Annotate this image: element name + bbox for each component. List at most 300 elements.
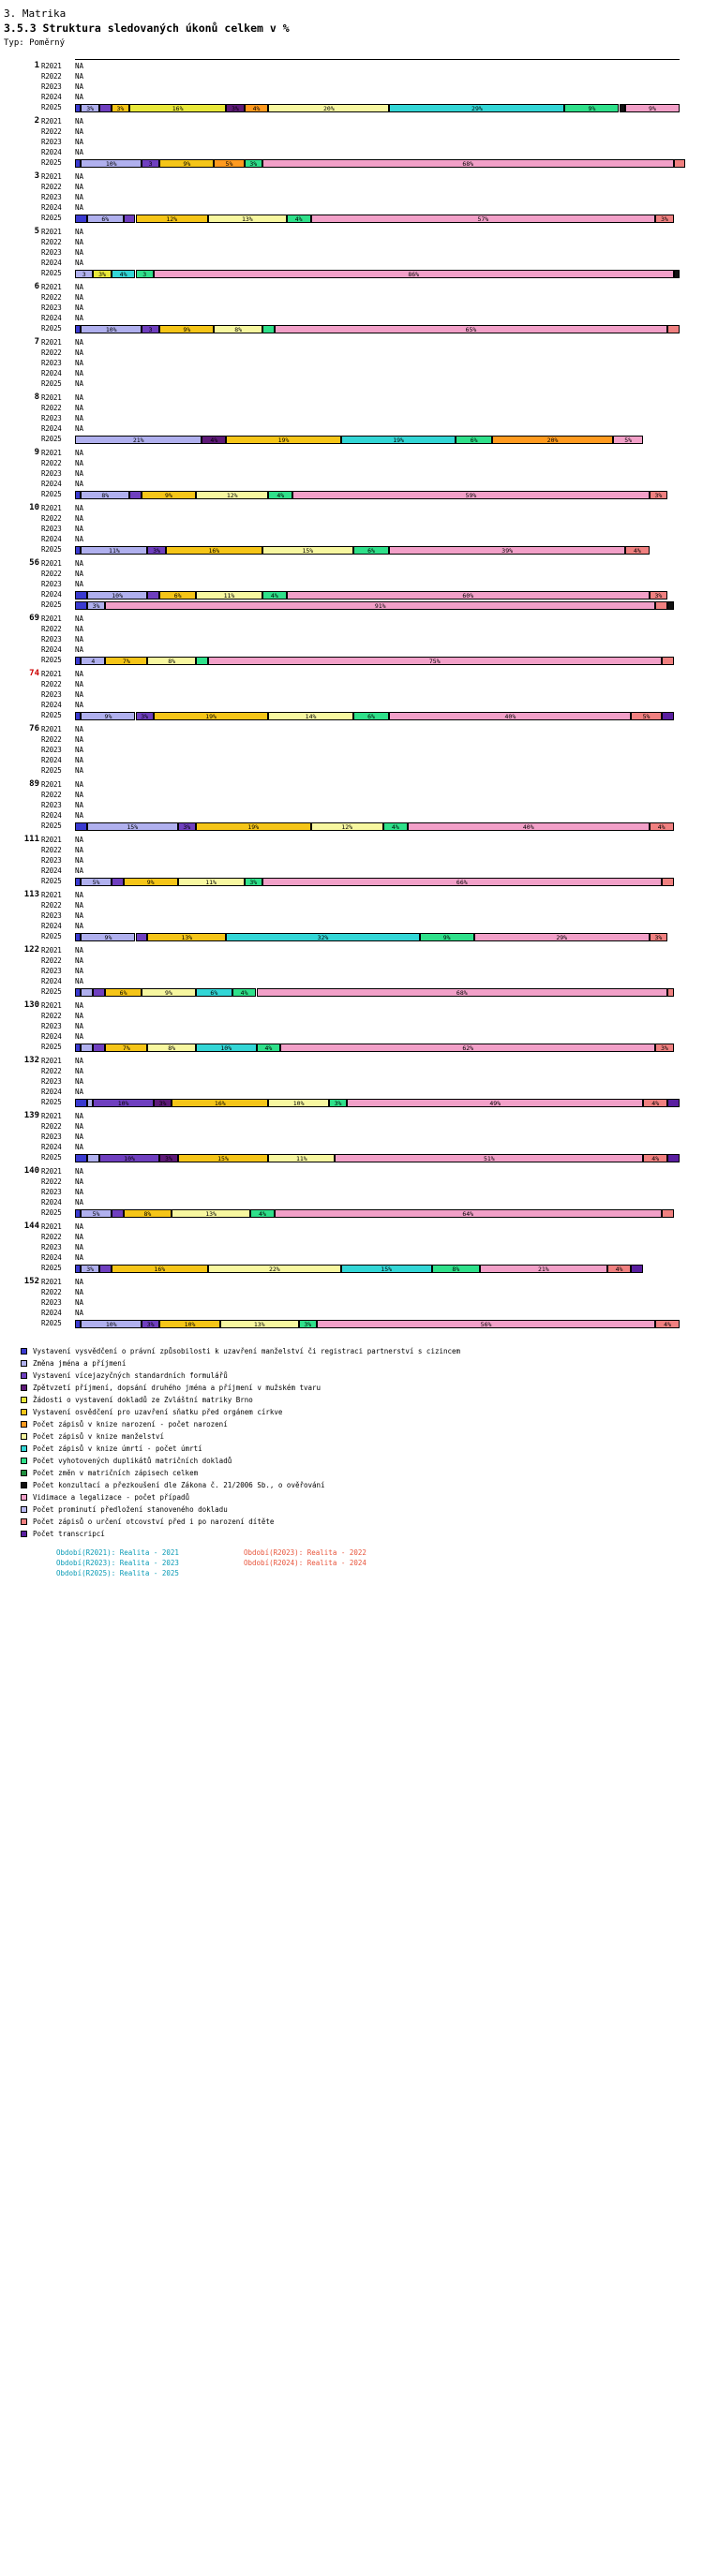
legend-label: Vystavení vícejazyčných standardních formulářů <box>33 1371 228 1380</box>
bar-segment[interactable] <box>643 1154 667 1162</box>
bar-segment[interactable] <box>287 215 311 223</box>
stacked-bar[interactable] <box>75 712 680 720</box>
bar-segment[interactable] <box>147 546 165 555</box>
bar-segment-label: 5% <box>642 713 651 721</box>
bar-segment[interactable] <box>178 822 196 831</box>
bar-segment-label: 56% <box>480 1321 492 1329</box>
bar-segment[interactable] <box>75 270 93 278</box>
chart-row <box>0 348 703 359</box>
stacked-bar[interactable] <box>75 1320 680 1328</box>
bar-segment[interactable] <box>129 104 226 112</box>
bar-segment-label: 3% <box>232 105 239 113</box>
bar-segment[interactable] <box>262 591 287 600</box>
bar-segment-label: 21% <box>132 437 144 445</box>
bar-segment[interactable] <box>112 878 124 886</box>
stacked-bar[interactable] <box>75 1044 680 1052</box>
row-na-value: NA <box>75 1056 84 1065</box>
bar-segment[interactable] <box>87 822 178 831</box>
row-year-label: R2023 <box>41 855 62 865</box>
bar-segment[interactable] <box>232 988 257 997</box>
stacked-bar[interactable] <box>75 1154 680 1162</box>
bar-segment[interactable] <box>208 657 662 665</box>
bar-segment[interactable] <box>75 591 87 600</box>
row-na-value: NA <box>75 624 84 633</box>
stacked-bar[interactable] <box>75 491 680 499</box>
bar-segment[interactable] <box>317 1320 655 1328</box>
chart-row <box>0 393 703 404</box>
bar-segment[interactable] <box>87 601 105 610</box>
row-na-value: NA <box>75 303 84 312</box>
row-year-label: R2022 <box>41 1011 62 1020</box>
bar-segment[interactable] <box>154 1099 172 1107</box>
stacked-bar[interactable] <box>75 104 680 112</box>
stacked-bar[interactable] <box>75 988 680 997</box>
bar-segment[interactable] <box>208 1265 341 1273</box>
bar-segment-label: 11% <box>109 547 120 555</box>
page-title: 3.5.3 Struktura sledovaných úkonů celkem v % <box>4 21 290 35</box>
chart-row <box>0 690 703 701</box>
bar-segment[interactable] <box>196 988 232 997</box>
bar-segment[interactable] <box>87 1154 99 1162</box>
chart-row <box>0 822 703 832</box>
bar-segment[interactable] <box>75 1099 87 1107</box>
bar-segment[interactable] <box>154 270 674 278</box>
bar-segment[interactable] <box>631 712 661 720</box>
bar-segment[interactable] <box>93 1099 154 1107</box>
legend-swatch-icon <box>21 1348 27 1355</box>
bar-segment[interactable] <box>75 1154 87 1162</box>
bar-segment[interactable] <box>245 878 262 886</box>
row-na-value: NA <box>75 182 84 191</box>
bar-segment[interactable] <box>87 591 148 600</box>
bar-segment-label: 5% <box>225 160 233 169</box>
row-year-label: R2024 <box>41 93 62 102</box>
bar-segment[interactable] <box>81 988 93 997</box>
bar-segment[interactable] <box>159 1154 177 1162</box>
bar-segment[interactable] <box>432 1265 481 1273</box>
bar-segment[interactable] <box>299 1320 317 1328</box>
bar-segment[interactable] <box>99 1154 160 1162</box>
bar-segment[interactable] <box>81 933 135 941</box>
chart-row <box>0 158 703 169</box>
row-na-value: NA <box>75 1287 84 1296</box>
legend-item <box>21 1517 696 1529</box>
bar-segment[interactable] <box>480 1265 606 1273</box>
bar-segment[interactable] <box>280 1044 655 1052</box>
group-label-8: 8 <box>34 392 39 402</box>
bar-segment[interactable] <box>99 104 112 112</box>
bar-segment[interactable] <box>81 546 147 555</box>
bar-segment[interactable] <box>389 104 564 112</box>
bar-segment[interactable] <box>341 436 456 444</box>
bar-segment[interactable] <box>662 878 674 886</box>
row-na-value: NA <box>75 1277 84 1286</box>
legend-label: Vystavení osvědčení pro uzavření sňatku před orgánem církve <box>33 1408 283 1416</box>
row-year-label: R2021 <box>41 282 62 291</box>
chart-row <box>0 956 703 967</box>
stacked-bar[interactable] <box>75 215 680 223</box>
row-year-label: R2022 <box>41 1121 62 1131</box>
bar-segment[interactable] <box>220 1320 299 1328</box>
bar-segment[interactable] <box>196 657 208 665</box>
bar-segment[interactable] <box>129 491 142 499</box>
bar-segment[interactable] <box>99 1265 112 1273</box>
row-year-label: R2025 <box>41 379 62 389</box>
bar-segment[interactable] <box>142 491 196 499</box>
legend-label: Vidimace a legalizace - počet případů <box>33 1493 190 1502</box>
row-na-value: NA <box>75 81 84 91</box>
bar-segment[interactable] <box>93 270 111 278</box>
bar-segment[interactable] <box>650 491 667 499</box>
bar-segment[interactable] <box>329 1099 347 1107</box>
bar-segment[interactable] <box>81 657 105 665</box>
bar-segment-label: 13% <box>205 1210 217 1219</box>
group-label-152: 152 <box>23 1276 39 1286</box>
bar-segment[interactable] <box>643 1099 667 1107</box>
bar-segment[interactable] <box>172 1099 268 1107</box>
row-year-label: R2023 <box>41 192 62 201</box>
bar-segment[interactable] <box>226 933 419 941</box>
row-year-label: R2022 <box>41 955 62 965</box>
stacked-bar[interactable] <box>75 878 680 886</box>
bar-segment[interactable] <box>650 822 674 831</box>
bar-segment[interactable] <box>245 104 269 112</box>
bar-segment[interactable] <box>136 933 148 941</box>
stacked-bar[interactable] <box>75 1099 680 1107</box>
bar-segment[interactable] <box>75 822 87 831</box>
bar-segment[interactable] <box>564 104 619 112</box>
bar-segment[interactable] <box>275 1209 662 1218</box>
bar-segment-label: 3% <box>249 160 258 169</box>
bar-segment[interactable] <box>136 270 154 278</box>
bar-segment[interactable] <box>408 822 650 831</box>
bar-segment[interactable] <box>268 104 389 112</box>
bar-segment[interactable] <box>142 325 159 333</box>
bar-segment[interactable] <box>655 215 673 223</box>
bar-segment[interactable] <box>674 159 686 168</box>
stacked-bar[interactable] <box>75 325 680 333</box>
bar-segment[interactable] <box>147 933 226 941</box>
row-year-label: R2022 <box>41 348 62 357</box>
chart-row <box>0 570 703 580</box>
row-year-label: R2024 <box>41 314 62 323</box>
bar-segment[interactable] <box>81 1209 111 1218</box>
bar-segment[interactable] <box>81 712 135 720</box>
chart-row <box>0 338 703 348</box>
bar-segment[interactable] <box>420 933 474 941</box>
bar-segment[interactable] <box>226 104 244 112</box>
bar-segment[interactable] <box>112 104 129 112</box>
bar-segment[interactable] <box>147 657 196 665</box>
bar-segment[interactable] <box>262 878 662 886</box>
bar-segment[interactable] <box>75 601 87 610</box>
chart-row <box>0 117 703 127</box>
bar-segment[interactable] <box>667 988 673 997</box>
stacked-bar[interactable] <box>75 822 680 831</box>
bar-segment[interactable] <box>257 1044 281 1052</box>
bar-segment-label: 3% <box>654 934 663 942</box>
bar-segment[interactable] <box>105 988 142 997</box>
chart-row <box>0 435 703 445</box>
chart-row <box>0 977 703 987</box>
row-year-label: R2024 <box>41 811 62 821</box>
row-year-label: R2022 <box>41 1287 62 1296</box>
bar-segment[interactable] <box>262 325 275 333</box>
bar-segment-label: 4% <box>259 1210 266 1219</box>
bar-segment[interactable] <box>196 822 311 831</box>
chart-row <box>0 1233 703 1243</box>
bar-segment[interactable] <box>178 878 245 886</box>
chart-row <box>0 735 703 746</box>
bar-segment[interactable] <box>159 325 214 333</box>
chart-row <box>0 1188 703 1198</box>
bar-segment[interactable] <box>81 325 142 333</box>
stacked-bar[interactable] <box>75 159 680 168</box>
bar-segment[interactable] <box>136 215 208 223</box>
bar-segment[interactable] <box>166 546 262 555</box>
bar-segment[interactable] <box>172 1209 250 1218</box>
legend-label: Počet vyhotovených duplikátů matričních dokladů <box>33 1457 232 1465</box>
bar-segment[interactable] <box>93 1044 105 1052</box>
stacked-bar[interactable] <box>75 1265 680 1273</box>
row-na-value: NA <box>75 148 84 157</box>
row-year-label: R2023 <box>41 1132 62 1141</box>
bar-segment[interactable] <box>75 436 202 444</box>
group-label-140: 140 <box>23 1165 39 1176</box>
bar-segment[interactable] <box>474 933 650 941</box>
bar-segment[interactable] <box>607 1265 632 1273</box>
bar-segment[interactable] <box>389 712 631 720</box>
bar-segment[interactable] <box>196 591 262 600</box>
bar-segment[interactable] <box>347 1099 643 1107</box>
bar-segment[interactable] <box>662 1209 674 1218</box>
bar-segment[interactable] <box>105 1044 147 1052</box>
bar-segment-label: 10% <box>124 1155 135 1163</box>
bar-segment-label: 20% <box>323 105 335 113</box>
bar-segment[interactable] <box>159 1320 220 1328</box>
chart-row <box>0 1122 703 1133</box>
bar-segment[interactable] <box>178 1154 269 1162</box>
bar-segment[interactable] <box>159 591 196 600</box>
bar-segment-label: 4% <box>651 1100 660 1108</box>
bar-segment[interactable] <box>142 1320 159 1328</box>
bar-segment[interactable] <box>268 491 292 499</box>
chart-row <box>0 369 703 379</box>
row-na-value: NA <box>75 480 84 489</box>
chart-row <box>0 269 703 279</box>
bar-segment-label: 15% <box>381 1266 393 1274</box>
bar-segment[interactable] <box>81 159 142 168</box>
row-year-label: R2023 <box>41 689 62 699</box>
bar-segment[interactable] <box>275 325 667 333</box>
row-year-label: R2024 <box>41 1253 62 1263</box>
bar-segment[interactable] <box>257 988 668 997</box>
bar-segment[interactable] <box>81 1320 142 1328</box>
stacked-bar[interactable] <box>75 1209 680 1218</box>
bar-segment-label: 7% <box>122 1044 130 1053</box>
row-year-label: R2025 <box>41 324 62 333</box>
row-year-label: R2025 <box>41 103 62 112</box>
bar-segment-label: 16% <box>208 547 220 555</box>
bar-segment[interactable] <box>311 822 383 831</box>
bar-segment[interactable] <box>250 1209 275 1218</box>
bar-segment[interactable] <box>81 878 111 886</box>
bar-segment[interactable] <box>226 436 341 444</box>
bar-segment[interactable] <box>268 1154 335 1162</box>
bar-segment[interactable] <box>124 878 178 886</box>
bar-segment[interactable] <box>112 270 136 278</box>
bar-segment[interactable] <box>159 159 214 168</box>
row-year-label: R2022 <box>41 513 62 523</box>
bar-segment[interactable] <box>105 601 655 610</box>
legend-swatch-icon <box>21 1384 27 1391</box>
bar-segment[interactable] <box>341 1265 432 1273</box>
bar-segment-label: 8% <box>168 658 176 666</box>
bar-segment[interactable] <box>287 591 650 600</box>
stacked-bar[interactable] <box>75 601 680 610</box>
bar-segment[interactable] <box>625 104 680 112</box>
bar-segment[interactable] <box>655 601 667 610</box>
bar-segment[interactable] <box>674 270 680 278</box>
row-na-value: NA <box>75 535 84 544</box>
row-year-label: R2023 <box>41 966 62 975</box>
legend-swatch-icon <box>21 1531 27 1537</box>
bar-segment[interactable] <box>667 1154 680 1162</box>
bar-segment[interactable] <box>81 1044 93 1052</box>
bar-segment[interactable] <box>147 1044 196 1052</box>
bar-segment[interactable] <box>196 1044 257 1052</box>
bar-segment[interactable] <box>667 325 680 333</box>
row-year-label: R2021 <box>41 1111 62 1120</box>
chart-row <box>0 1208 703 1219</box>
chart-row <box>0 987 703 998</box>
bar-segment-label: 6% <box>367 547 375 555</box>
bar-segment[interactable] <box>631 1265 643 1273</box>
bar-segment[interactable] <box>81 491 129 499</box>
bar-segment-label: 4% <box>240 989 248 998</box>
bar-segment[interactable] <box>142 159 159 168</box>
bar-segment[interactable] <box>87 215 124 223</box>
bar-segment[interactable] <box>650 933 667 941</box>
bar-segment[interactable] <box>136 712 154 720</box>
chart-row <box>0 791 703 801</box>
bar-segment[interactable] <box>75 215 87 223</box>
bar-segment[interactable] <box>245 159 262 168</box>
chart-row <box>0 911 703 922</box>
bar-segment-label: 10% <box>105 1321 117 1329</box>
bar-segment[interactable] <box>262 159 674 168</box>
stacked-bar[interactable] <box>75 270 680 278</box>
bar-segment[interactable] <box>353 546 390 555</box>
bar-segment[interactable] <box>292 491 650 499</box>
stacked-bar[interactable] <box>75 546 680 555</box>
bar-segment[interactable] <box>662 657 674 665</box>
bar-segment[interactable] <box>655 1044 673 1052</box>
bar-segment[interactable] <box>105 657 147 665</box>
bar-segment[interactable] <box>268 712 352 720</box>
bar-segment[interactable] <box>124 215 136 223</box>
bar-segment[interactable] <box>81 1265 98 1273</box>
bar-segment[interactable] <box>124 1209 172 1218</box>
legend-item <box>21 1529 696 1541</box>
chart-row <box>0 1043 703 1053</box>
row-year-label: R2023 <box>41 81 62 91</box>
bar-segment[interactable] <box>667 1099 680 1107</box>
bar-segment[interactable] <box>214 159 244 168</box>
row-year-label: R2021 <box>41 558 62 568</box>
bar-segment[interactable] <box>214 325 262 333</box>
bar-segment-label: 12% <box>166 215 178 224</box>
bar-segment[interactable] <box>81 104 98 112</box>
chart-row <box>0 248 703 259</box>
chart-row <box>0 238 703 248</box>
row-year-label: R2024 <box>41 148 62 157</box>
bar-segment-label: 29% <box>556 934 568 942</box>
stacked-bar[interactable] <box>75 436 680 444</box>
bar-segment[interactable] <box>262 546 353 555</box>
row-year-label: R2025 <box>41 656 62 665</box>
row-na-value: NA <box>75 93 84 102</box>
stacked-bar[interactable] <box>75 933 680 941</box>
row-year-label: R2023 <box>41 524 62 533</box>
bar-segment[interactable] <box>613 436 643 444</box>
bar-segment[interactable] <box>93 988 105 997</box>
bar-segment[interactable] <box>202 436 226 444</box>
chart-row <box>0 203 703 214</box>
bar-segment-label: 3% <box>158 1100 167 1108</box>
bar-segment[interactable] <box>662 712 674 720</box>
bar-segment[interactable] <box>655 1320 680 1328</box>
bar-segment[interactable] <box>208 215 287 223</box>
bar-segment[interactable] <box>147 591 159 600</box>
bar-segment-label: 9% <box>649 105 656 113</box>
chart-row <box>0 580 703 590</box>
bar-segment[interactable] <box>383 822 408 831</box>
row-na-value: NA <box>75 237 84 246</box>
row-year-label: R2024 <box>41 1088 62 1097</box>
bar-segment[interactable] <box>112 1209 124 1218</box>
stacked-bar[interactable] <box>75 591 680 600</box>
bar-segment[interactable] <box>268 1099 329 1107</box>
bar-segment-label: 4% <box>664 1321 671 1329</box>
bar-segment[interactable] <box>196 491 268 499</box>
row-na-value: NA <box>75 689 84 699</box>
row-na-value: NA <box>75 348 84 357</box>
bar-segment[interactable] <box>492 436 613 444</box>
bar-segment[interactable] <box>311 215 656 223</box>
bar-segment[interactable] <box>650 591 667 600</box>
chart-row <box>0 1032 703 1043</box>
stacked-bar[interactable] <box>75 657 680 665</box>
bar-segment[interactable] <box>456 436 492 444</box>
row-na-value: NA <box>75 247 84 257</box>
row-year-label: R2024 <box>41 756 62 765</box>
bar-segment[interactable] <box>389 546 625 555</box>
period-row <box>56 1569 703 1579</box>
chart-row <box>0 680 703 690</box>
bar-segment-label: 65% <box>465 326 477 334</box>
bar-segment[interactable] <box>154 712 269 720</box>
bar-segment-label: 8% <box>452 1266 460 1274</box>
period-row <box>56 1548 703 1559</box>
bar-segment[interactable] <box>142 988 196 997</box>
bar-segment[interactable] <box>625 546 650 555</box>
bar-segment[interactable] <box>667 601 673 610</box>
row-year-label: R2021 <box>41 945 62 955</box>
bar-segment[interactable] <box>353 712 390 720</box>
bar-segment[interactable] <box>335 1154 643 1162</box>
bar-segment[interactable] <box>112 1265 208 1273</box>
